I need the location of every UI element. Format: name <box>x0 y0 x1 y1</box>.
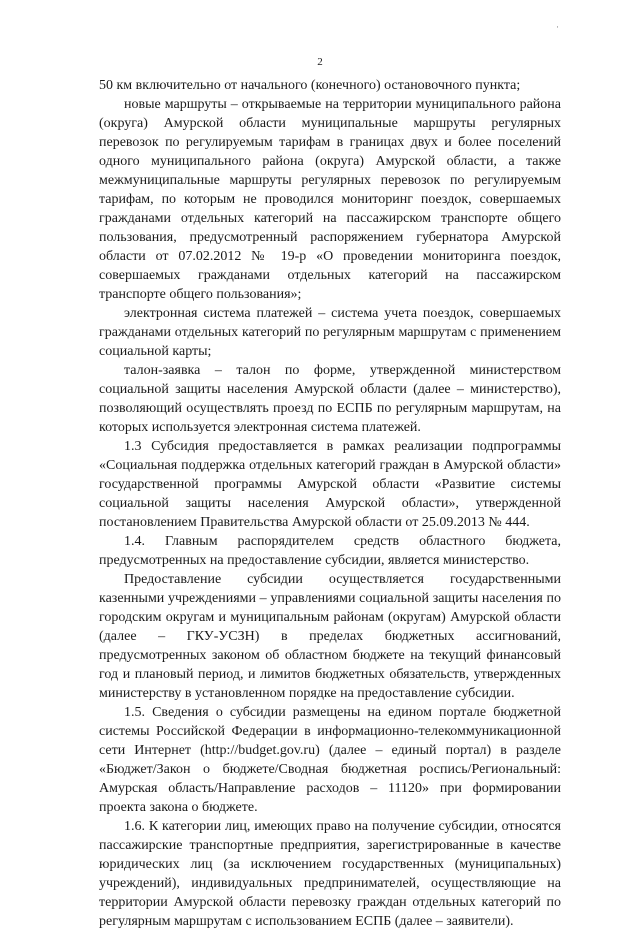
paragraph-1-3: 1.3 Субсидия предоставляется в рамках реализации подпрограммы «Социальная поддержка отдельных категорий граждан в Амурской области» государственной программы Амурской области «Развитие системы социальной защиты населения Амурской области», утвержденной постановлением Правительства Амурской области от 25.09.2013 № 444. <box>99 439 561 530</box>
document-body <box>99 76 561 931</box>
paragraph-coupon-application: талон-заявка – талон по форме, утвержденной министерством социальной защиты населения Амурской области (далее – министерство), позволяющий осуществлять проезд по ЕСПБ по регулярным маршрутам, на которых используется электронная система платежей. <box>99 363 561 435</box>
scan-mark: · <box>556 22 559 32</box>
paragraph-continuation: 50 км включительно от начального (конечного) остановочного пункта; <box>99 78 521 93</box>
paragraph-subsidy-provision: Предоставление субсидии осуществляется государственными казенными учреждениями – управлениями социальной защиты населения по городским округам и муниципальным районам (округам) Амурской области (далее – ГКУ-УСЗН) в пределах бюджетных ассигнований, предусмотренных законом об областном бюджете на текущий финансовый год и плановый период, и лимитов бюджетных обязательств, утвержденных министерству в установленном порядке на предоставление субсидии. <box>99 572 561 701</box>
paragraph-1-4: 1.4. Главным распорядителем средств областного бюджета, предусмотренных на предоставление субсидии, является министерство. <box>99 534 561 568</box>
paragraph-1-5: 1.5. Сведения о субсидии размещены на едином портале бюджетной системы Российской Федерации в информационно-телекоммуникационной сети Интернет (http://budget.gov.ru) (далее – единый портал) в разделе «Бюджет/Закон о бюджете/Сводная бюджетная роспись/Региональный: Амурская область/Направление расходов – 11120» при формировании проекта закона о бюджете. <box>99 705 561 815</box>
paragraph-new-routes: новые маршруты – открываемые на территории муниципального района (округа) Амурской области муниципальные маршруты регулярных перевозок по регулируемым тарифам в границах двух и более поселений одного муниципального района (округа) Амурской области, а также межмуниципальные маршруты регулярных перевозок по регулируемым тарифам, по которым не проводился мониторинг поездок, совершаемых гражданами отдельных категорий на пассажирском транспорте общего пользования, предусмотренный распоряжением губернатора Амурской области от 07.02.2012 № 19-р «О проведении мониторинга поездок, совершаемых гражданами отдельных категорий на пассажирском транспорте общего пользования»; <box>99 97 561 302</box>
paragraph-electronic-payment-system: электронная система платежей – система учета поездок, совершаемых гражданами отдельных категорий по регулярным маршрутам с применением социальной карты; <box>99 306 561 359</box>
paragraph-1-6: 1.6. К категории лиц, имеющих право на получение субсидии, относятся пассажирские транспортные предприятия, зарегистрированные в качестве юридических лиц (за исключением государственных (муниципальных) учреждений), индивидуальных предпринимателей, осуществляющие на территории Амурской области перевозку граждан отдельных категорий по регулярным маршрутам с использованием ЕСПБ (далее – заявители). <box>99 819 561 929</box>
page-number: 2 <box>317 56 323 68</box>
